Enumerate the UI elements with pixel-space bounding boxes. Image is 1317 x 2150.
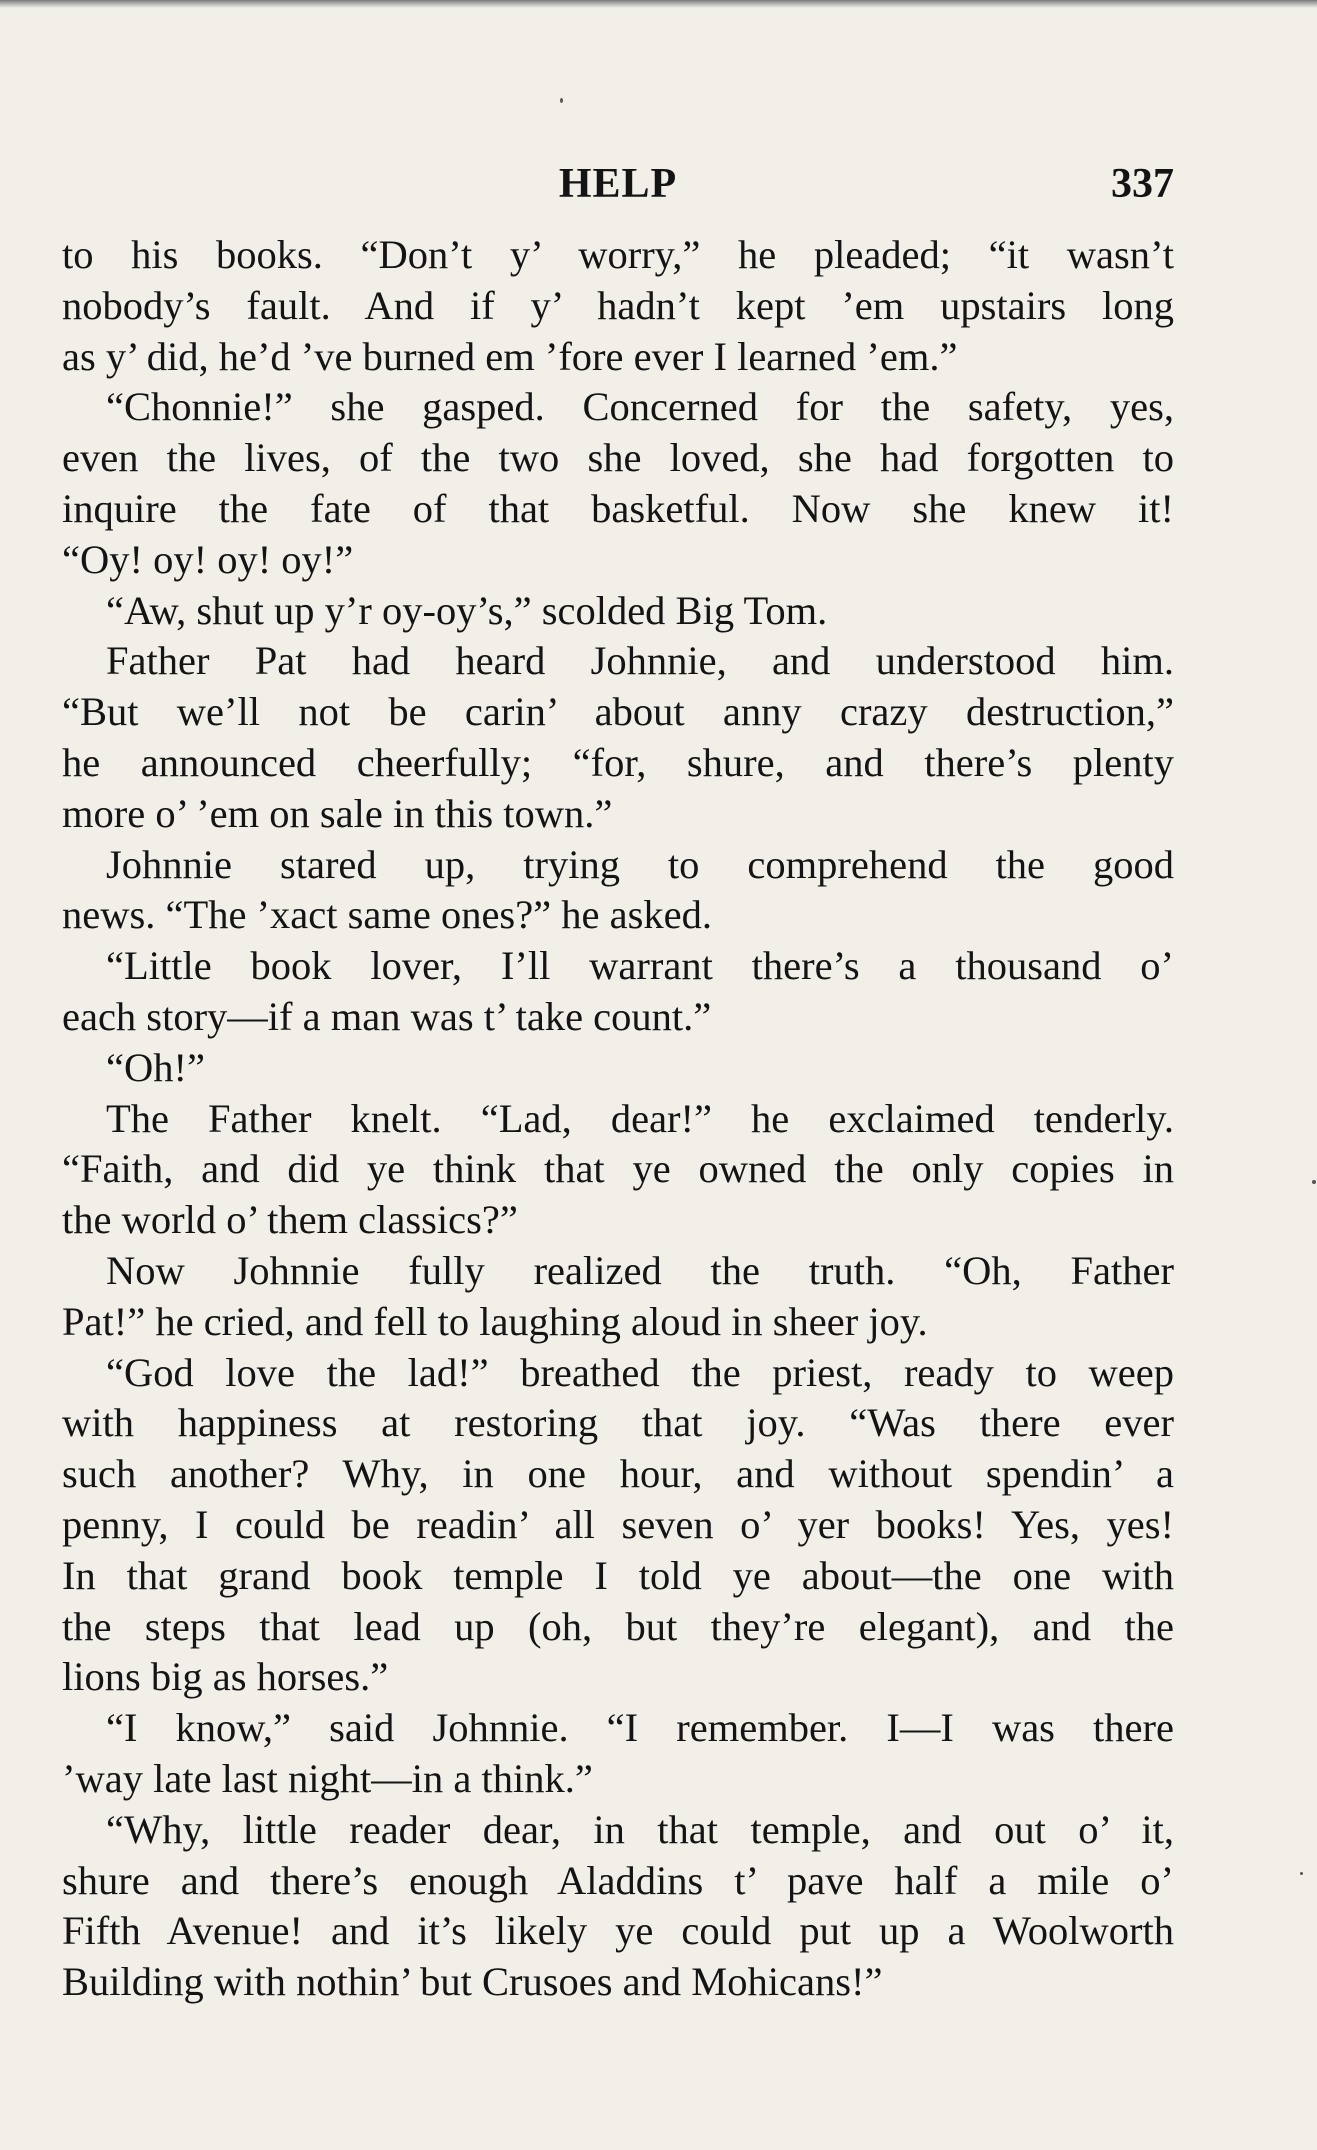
text-line: “Oy! oy! oy! oy!” [62,536,354,582]
body-text [62,230,1174,2008]
text-line: each story—if a man was t’ take count.” [62,993,712,1039]
text-line: Father Pat had heard Johnnie, and understood him. [106,638,1174,684]
text-line: “Aw, shut up y’r oy-oy’s,” scolded Big Tom. [106,587,828,633]
text-line: Johnnie stared up, trying to comprehend the good [106,841,1174,887]
text-line: “Chonnie!” she gasped. Concerned for the safety, yes, [106,384,1174,430]
text-line: inquire the fate of that basketful. Now she knew it! [62,485,1174,531]
text-line: Fifth Avenue! and it’s likely ye could put up a Woolworth [62,1908,1174,1954]
running-head-title: HELP [558,161,678,207]
text-line: “Why, little reader dear, in that temple, and out o’ it, [106,1806,1174,1852]
running-header [62,160,1174,220]
scan-edge [0,0,1317,8]
text-line: to his books. “Don’t y’ worry,” he pleaded; “it wasn’t [62,232,1174,277]
text-line: Now Johnnie fully realized the truth. “Oh, Father [106,1247,1174,1293]
scan-speck [1300,1872,1303,1875]
text-line: The Father knelt. “Lad, dear!” he exclaimed tenderly. [106,1095,1174,1141]
text-line: with happiness at restoring that joy. “Was there ever [62,1400,1174,1446]
text-line: news. “The ’xact same ones?” he asked. [62,892,712,938]
text-line: shure and there’s enough Aladdins t’ pave half a mile o’ [62,1857,1174,1903]
text-line: the world o’ them classics?” [62,1197,518,1243]
text-line: lions big as horses.” [62,1654,389,1700]
text-line: “But we’ll not be carin’ about anny crazy destruction,” [62,689,1174,735]
text-line: “Little book lover, I’ll warrant there’s a thousand o’ [106,943,1174,989]
text-line: the steps that lead up (oh, but they’re elegant), and the [62,1603,1174,1649]
text-line: In that grand book temple I told ye about—the one with [62,1552,1174,1598]
text-line: as y’ did, he’d ’ve burned em ’fore ever I learned ’em.” [62,333,958,379]
text-line: more o’ ’em on sale in this town.” [62,790,613,836]
text-line: “Oh!” [106,1044,205,1090]
text-line: he announced cheerfully; “for, shure, and there’s plenty [62,739,1174,785]
text-line: Pat!” he cried, and fell to laughing aloud in sheer joy. [62,1298,928,1344]
text-line: penny, I could be readin’ all seven o’ yer books! Yes, yes! [62,1501,1174,1547]
text-line: even the lives, of the two she loved, she had forgotten to [62,435,1174,481]
text-line: such another? Why, in one hour, and without spendin’ a [62,1451,1174,1497]
page-number: 337 [1111,161,1174,207]
text-line: “God love the lad!” breathed the priest, ready to weep [106,1349,1174,1395]
text-line: nobody’s fault. And if y’ hadn’t kept ’em upstairs long [62,282,1174,328]
text-line: “Faith, and did ye think that ye owned the only copies in [62,1146,1174,1192]
text-line: Building with nothin’ but Crusoes and Mohicans!” [62,1959,883,2005]
scan-speck [560,98,563,103]
scan-speck [1312,1180,1316,1184]
text-line: “I know,” said Johnnie. “I remember. I—I was there [106,1705,1174,1751]
book-page [62,160,1174,2008]
text-line: ’way late last night—in a think.” [62,1755,593,1801]
